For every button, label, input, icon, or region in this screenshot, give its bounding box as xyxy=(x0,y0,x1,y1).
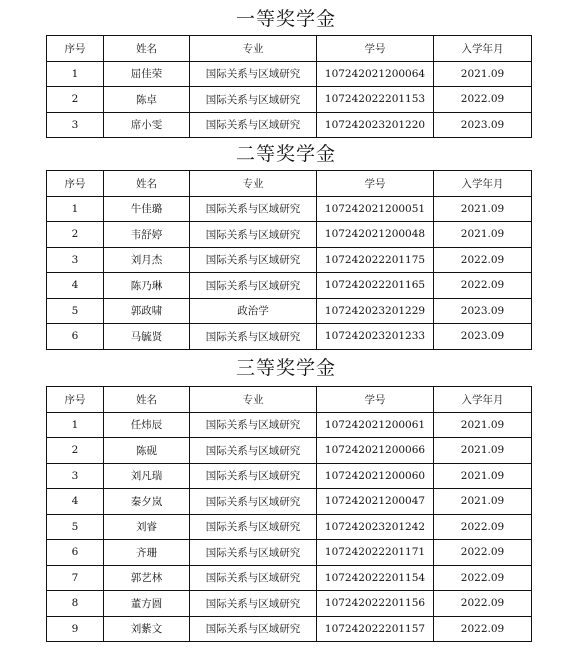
cell-index: 8 xyxy=(47,591,104,617)
cell-enrollment: 2022.09 xyxy=(434,565,532,591)
table-row xyxy=(47,540,532,566)
cell-student-id: 107242022201175 xyxy=(317,247,434,273)
cell-student-id: 107242023201229 xyxy=(317,298,434,324)
table-row xyxy=(47,438,532,464)
column-header: 序号 xyxy=(47,171,104,197)
table-row xyxy=(47,247,532,273)
cell-major: 国际关系与区域研究 xyxy=(190,438,317,464)
cell-major: 国际关系与区域研究 xyxy=(190,222,317,248)
table-header-row xyxy=(47,36,532,62)
section-title-first-class: 一等奖学金 xyxy=(235,8,336,30)
cell-index: 2 xyxy=(47,87,104,113)
cell-major: 国际关系与区域研究 xyxy=(190,616,317,642)
cell-name: 齐珊 xyxy=(104,540,190,566)
cell-enrollment: 2021.09 xyxy=(434,412,532,438)
cell-index: 1 xyxy=(47,61,104,87)
cell-student-id: 107242021200051 xyxy=(317,196,434,222)
cell-enrollment: 2021.09 xyxy=(434,438,532,464)
cell-name: 屈佳荣 xyxy=(104,61,190,87)
column-header: 入学年月 xyxy=(434,36,532,62)
column-header: 姓名 xyxy=(104,387,190,413)
cell-student-id: 107242021200060 xyxy=(317,463,434,489)
cell-index: 1 xyxy=(47,412,104,438)
cell-enrollment: 2022.09 xyxy=(434,247,532,273)
column-header: 姓名 xyxy=(104,171,190,197)
cell-index: 2 xyxy=(47,222,104,248)
table-header-row xyxy=(47,387,532,413)
cell-index: 2 xyxy=(47,438,104,464)
cell-student-id: 107242023201242 xyxy=(317,514,434,540)
column-header: 专业 xyxy=(190,36,317,62)
cell-student-id: 107242022201171 xyxy=(317,540,434,566)
cell-student-id: 107242021200064 xyxy=(317,61,434,87)
cell-name: 席小雯 xyxy=(104,112,190,138)
cell-student-id: 107242022201153 xyxy=(317,87,434,113)
cell-name: 陈砚 xyxy=(104,438,190,464)
cell-student-id: 107242021200047 xyxy=(317,489,434,515)
cell-index: 3 xyxy=(47,247,104,273)
cell-enrollment: 2022.09 xyxy=(434,87,532,113)
table-row xyxy=(47,273,532,299)
cell-name: 刘月杰 xyxy=(104,247,190,273)
cell-name: 牛佳璐 xyxy=(104,196,190,222)
table-row xyxy=(47,324,532,350)
cell-major: 国际关系与区域研究 xyxy=(190,540,317,566)
section-title-third-class: 三等奖学金 xyxy=(235,357,336,379)
cell-name: 秦夕岚 xyxy=(104,489,190,515)
scholarship-table-third-class xyxy=(46,386,532,642)
cell-major: 国际关系与区域研究 xyxy=(190,247,317,273)
section-title-second-class: 二等奖学金 xyxy=(235,143,336,165)
column-header: 学号 xyxy=(317,36,434,62)
cell-enrollment: 2023.09 xyxy=(434,298,532,324)
table-row xyxy=(47,222,532,248)
table-header-row xyxy=(47,171,532,197)
cell-index: 4 xyxy=(47,489,104,515)
cell-index: 5 xyxy=(47,298,104,324)
scholarship-table-first-class xyxy=(46,35,532,138)
cell-name: 刘睿 xyxy=(104,514,190,540)
table-row xyxy=(47,87,532,113)
cell-major: 国际关系与区域研究 xyxy=(190,273,317,299)
cell-index: 6 xyxy=(47,540,104,566)
cell-enrollment: 2023.09 xyxy=(434,324,532,350)
cell-major: 国际关系与区域研究 xyxy=(190,489,317,515)
cell-student-id: 107242022201154 xyxy=(317,565,434,591)
cell-major: 国际关系与区域研究 xyxy=(190,514,317,540)
cell-name: 陈乃琳 xyxy=(104,273,190,299)
cell-enrollment: 2021.09 xyxy=(434,196,532,222)
cell-major: 国际关系与区域研究 xyxy=(190,324,317,350)
table-row xyxy=(47,489,532,515)
cell-name: 董方圆 xyxy=(104,591,190,617)
column-header: 专业 xyxy=(190,171,317,197)
table-row xyxy=(47,591,532,617)
cell-index: 7 xyxy=(47,565,104,591)
cell-enrollment: 2022.09 xyxy=(434,514,532,540)
cell-enrollment: 2021.09 xyxy=(434,61,532,87)
table-row xyxy=(47,298,532,324)
cell-enrollment: 2022.09 xyxy=(434,540,532,566)
table-row xyxy=(47,61,532,87)
cell-enrollment: 2023.09 xyxy=(434,112,532,138)
cell-index: 5 xyxy=(47,514,104,540)
cell-name: 郭艺林 xyxy=(104,565,190,591)
table-row xyxy=(47,463,532,489)
cell-enrollment: 2021.09 xyxy=(434,222,532,248)
cell-enrollment: 2021.09 xyxy=(434,463,532,489)
table-row xyxy=(47,514,532,540)
cell-major: 国际关系与区域研究 xyxy=(190,412,317,438)
cell-major: 国际关系与区域研究 xyxy=(190,61,317,87)
cell-name: 刘凡瑞 xyxy=(104,463,190,489)
table-row xyxy=(47,616,532,642)
column-header: 学号 xyxy=(317,171,434,197)
cell-enrollment: 2022.09 xyxy=(434,273,532,299)
column-header: 专业 xyxy=(190,387,317,413)
cell-student-id: 107242021200061 xyxy=(317,412,434,438)
cell-student-id: 107242021200048 xyxy=(317,222,434,248)
cell-major: 国际关系与区域研究 xyxy=(190,112,317,138)
cell-index: 3 xyxy=(47,112,104,138)
cell-student-id: 107242021200066 xyxy=(317,438,434,464)
cell-enrollment: 2022.09 xyxy=(434,616,532,642)
cell-major: 国际关系与区域研究 xyxy=(190,87,317,113)
cell-enrollment: 2022.09 xyxy=(434,591,532,617)
cell-name: 郭政啸 xyxy=(104,298,190,324)
cell-index: 1 xyxy=(47,196,104,222)
cell-enrollment: 2021.09 xyxy=(434,489,532,515)
column-header: 入学年月 xyxy=(434,387,532,413)
column-header: 学号 xyxy=(317,387,434,413)
cell-student-id: 107242022201157 xyxy=(317,616,434,642)
cell-student-id: 107242022201156 xyxy=(317,591,434,617)
cell-major: 国际关系与区域研究 xyxy=(190,463,317,489)
table-row xyxy=(47,112,532,138)
table-row xyxy=(47,196,532,222)
cell-index: 9 xyxy=(47,616,104,642)
cell-student-id: 107242022201165 xyxy=(317,273,434,299)
cell-name: 马毓贤 xyxy=(104,324,190,350)
cell-name: 任炜辰 xyxy=(104,412,190,438)
cell-name: 韦舒婷 xyxy=(104,222,190,248)
column-header: 序号 xyxy=(47,36,104,62)
column-header: 入学年月 xyxy=(434,171,532,197)
cell-index: 4 xyxy=(47,273,104,299)
cell-major: 政治学 xyxy=(190,298,317,324)
cell-name: 刘紫文 xyxy=(104,616,190,642)
cell-index: 3 xyxy=(47,463,104,489)
cell-student-id: 107242023201233 xyxy=(317,324,434,350)
cell-student-id: 107242023201220 xyxy=(317,112,434,138)
cell-name: 陈卓 xyxy=(104,87,190,113)
cell-index: 6 xyxy=(47,324,104,350)
scholarship-table-second-class xyxy=(46,170,532,350)
table-row xyxy=(47,565,532,591)
cell-major: 国际关系与区域研究 xyxy=(190,565,317,591)
table-row xyxy=(47,412,532,438)
column-header: 序号 xyxy=(47,387,104,413)
cell-major: 国际关系与区域研究 xyxy=(190,591,317,617)
column-header: 姓名 xyxy=(104,36,190,62)
cell-major: 国际关系与区域研究 xyxy=(190,196,317,222)
